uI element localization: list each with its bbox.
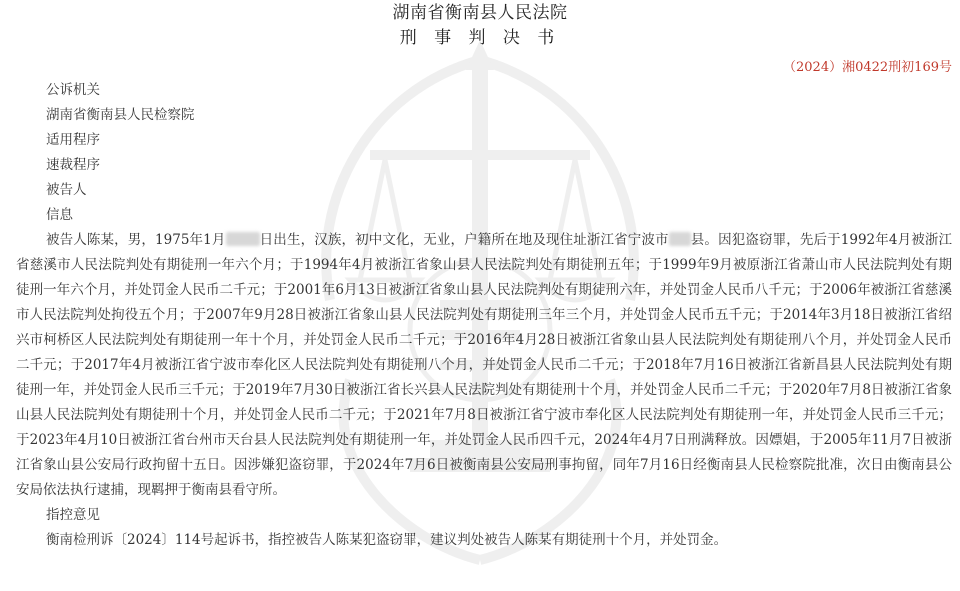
document-type-title: 刑 事 判 决 书 — [399, 28, 561, 48]
redacted-birth-date — [226, 232, 260, 246]
prosecutor-name: 湖南省衡南县人民检察院 — [46, 107, 195, 123]
section-label-charge: 指控意见 — [46, 507, 100, 523]
section-label-prosecutor: 公诉机关 — [46, 82, 100, 98]
defendant-info-part-2: 日出生，汉族，初中文化，无业，户籍所在地及现住址浙江省宁波市 — [259, 232, 669, 248]
document-body — [16, 78, 952, 553]
redacted-county — [669, 232, 691, 246]
procedure-value: 速裁程序 — [46, 157, 100, 173]
case-number: （2024）湘0422刑初169号 — [783, 60, 952, 75]
defendant-info-paragraph — [16, 228, 952, 503]
charge-paragraph: 衡南检刑诉〔2024〕114号起诉书，指控被告人陈某犯盗窃罪，建议判处被告人陈某有期徒刑十个月，并处罚金。 — [46, 532, 728, 548]
section-label-defendant: 被告人 — [46, 182, 87, 198]
section-label-procedure: 适用程序 — [46, 132, 100, 148]
court-name: 湖南省衡南县人民法院 — [392, 3, 568, 23]
document-header — [0, 2, 960, 50]
defendant-info-part-1: 被告人陈某，男，1975年1月 — [46, 232, 226, 248]
section-label-info: 信息 — [46, 207, 73, 223]
defendant-info-part-3: 县。因犯盗窃罪，先后于1992年4月被浙江省慈溪市人民法院判处有期徒刑一年六个月；于1994年4月被浙江省象山县人民法院判处有期徒刑五年；于1999年9月被原浙江省萧山市人民法院判处有期徒刑一年六个月，并处罚金人民币二千元；于2001年6月13日被浙江省象山县人民法院判处有期徒刑六年，并处罚金人民币八千元；于2006年被浙江省慈溪市人民法院判处拘役五个月；于2007年9月28日被浙江省象山县人民法院判处有期徒刑三年三个月，并处罚金人民币五千元；于2014年3月18日被浙江省绍兴市柯桥区人民法院判处有期徒刑一年十个月，并处罚金人民币二千元；于2016年4月28日被浙江省象山县人民法院判处有期徒刑八个月，并处罚金人民币二千元；于2017年4月被浙江省宁波市奉化区人民法院判处有期徒刑八个月，并处罚金人民币二千元；于2018年7月16日被浙江省新昌县人民法院判处有期徒刑一年，并处罚金人民币三千元；于2019年7月30日被浙江省长兴县人民法院判处有期徒刑十个月，并处罚金人民币二千元；于2020年7月8日被浙江省象山县人民法院判处有期徒刑十个月，并处罚金人民币二千元；于2021年7月8日被浙江省宁波市奉化区人民法院判处有期徒刑一年，并处罚金人民币三千元；于2023年4月10日被浙江省台州市天台县人民法院判处有期徒刑一年，并处罚金人民币四千元，2024年4月7日刑满释放。因嫖娼，于2005年11月7日被浙江省象山县公安局行政拘留十五日。因涉嫌犯盗窃罪，于2024年7月6日被衡南县公安局刑事拘留，同年7月16日经衡南县人民检察院批准，次日由衡南县公安局依法执行逮捕，现羁押于衡南县看守所。 — [16, 232, 953, 498]
